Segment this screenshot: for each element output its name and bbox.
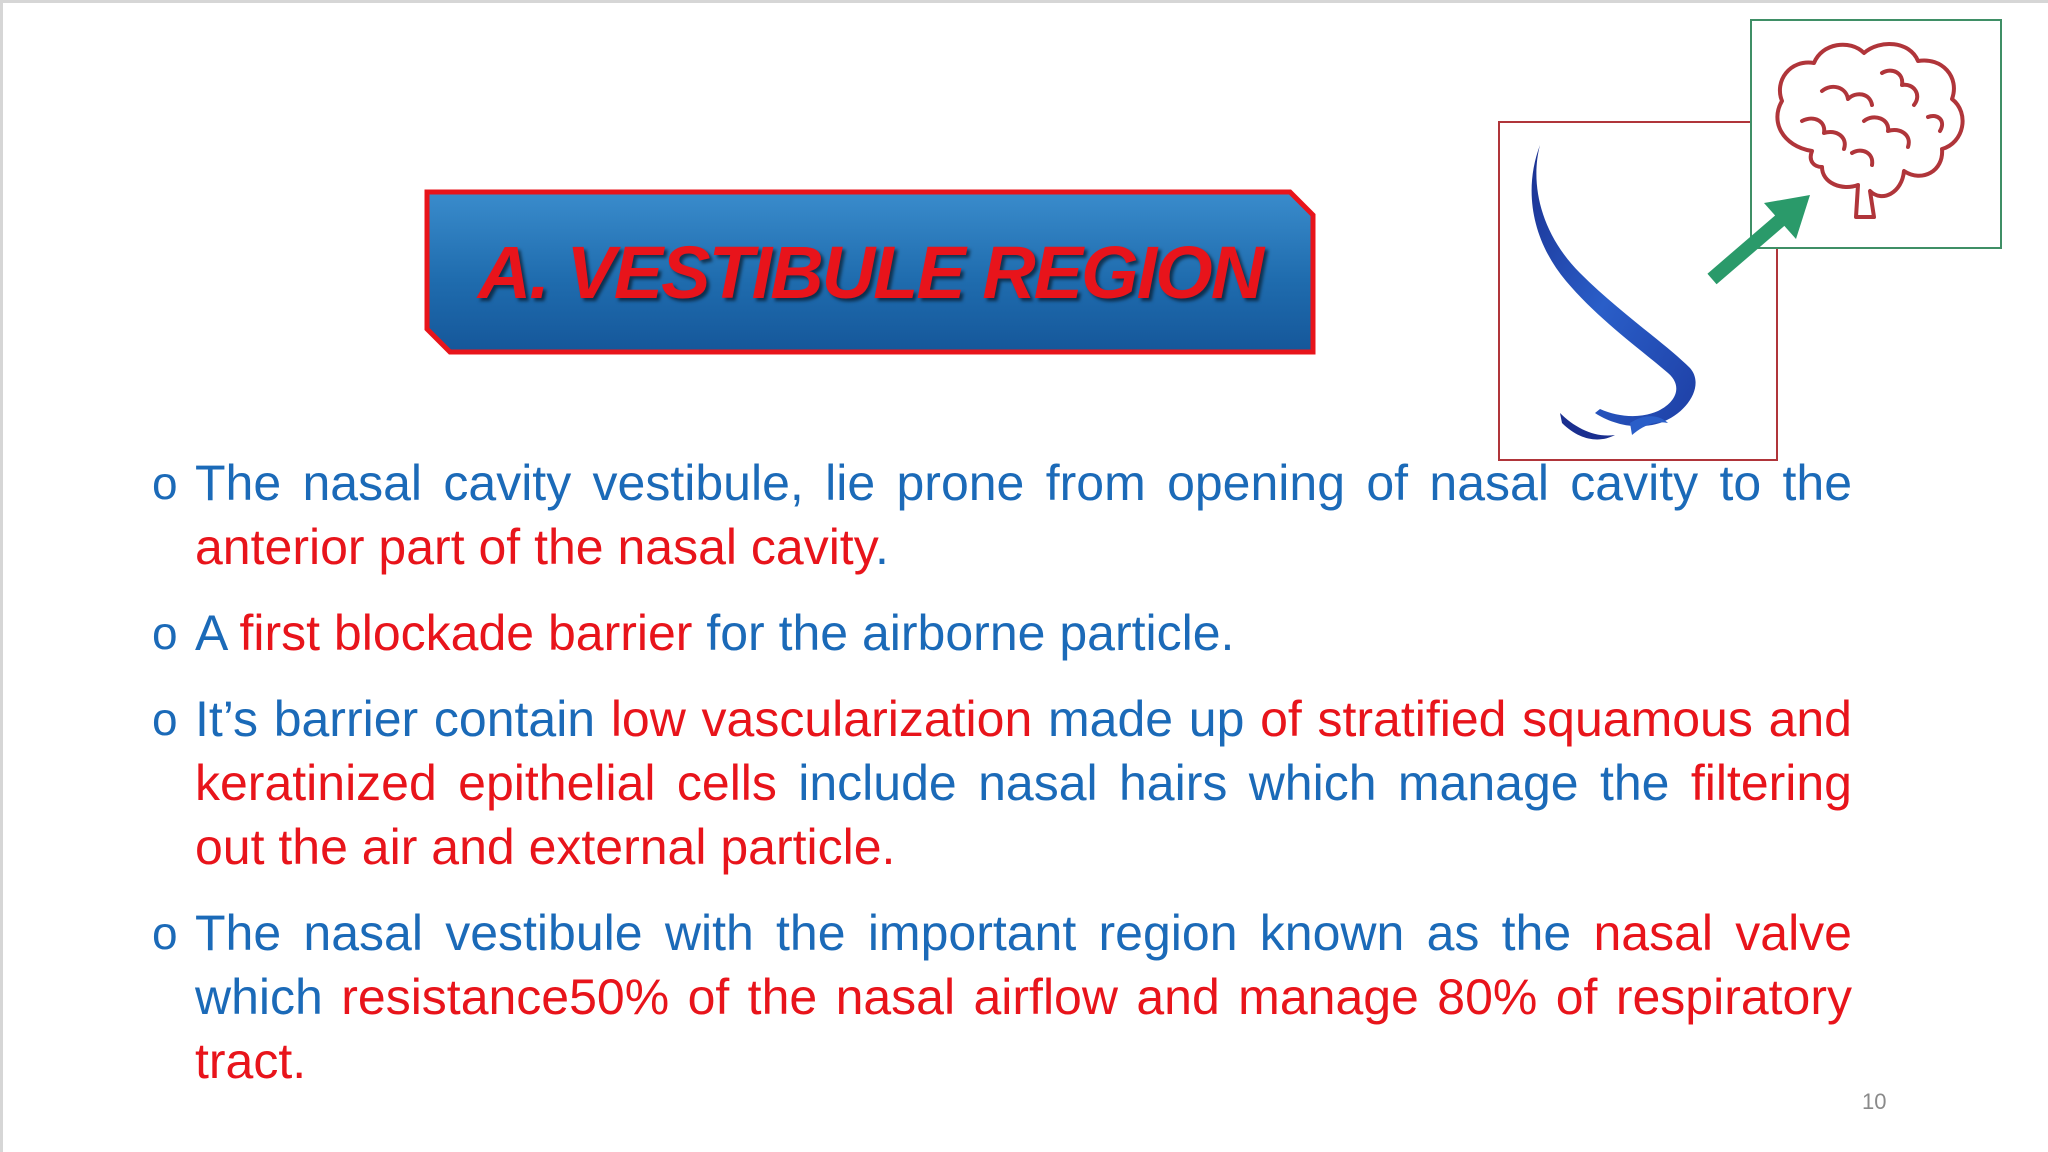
arrow-up-right-icon [1700, 183, 1820, 293]
highlighted-text: resistance50% of the nasal airflow and manage 80% of respiratory tract. [195, 969, 1852, 1089]
title-banner [424, 189, 1316, 355]
highlighted-text: of stratified squamous and keratinized epithelial cells [195, 691, 1852, 811]
page-number: 10 [1862, 1089, 1887, 1114]
bullet-list [150, 451, 1852, 1115]
body-text: It’s barrier contain [195, 691, 611, 747]
bullet-marker: o [152, 607, 178, 659]
highlighted-text: valve [1735, 905, 1852, 961]
body-text: The nasal vestibule with the important region known as the [195, 905, 1594, 961]
highlighted-text: first blockade barrier [239, 605, 693, 661]
body-text: A [195, 605, 240, 661]
highlighted-text: filtering out the air and external particle. [195, 755, 1852, 875]
bullet-item [150, 901, 1852, 1093]
highlighted-text: low vascularization [610, 691, 1033, 747]
bullet-item [150, 601, 1852, 665]
bullet-item [150, 451, 1852, 579]
slide-edge [0, 3, 3, 1152]
body-text: . [874, 519, 889, 575]
body-text: The nasal cavity vestibule, lie prone from opening of nasal cavity to the [195, 455, 1852, 511]
bullet-marker: o [152, 457, 178, 509]
body-text [1713, 905, 1735, 961]
body-text: which [195, 969, 342, 1025]
slide-title: A. VESTIBULE REGION [477, 230, 1263, 314]
body-text: for the airborne particle. [692, 605, 1235, 661]
body-text: made up [1032, 691, 1261, 747]
bullet-marker: o [152, 907, 178, 959]
highlighted-text: anterior part of the nasal cavity [195, 519, 875, 575]
body-text: include nasal hairs which manage the [776, 755, 1691, 811]
highlighted-text: nasal [1593, 905, 1713, 961]
bullet-item [150, 687, 1852, 879]
bullet-marker: o [152, 693, 178, 745]
